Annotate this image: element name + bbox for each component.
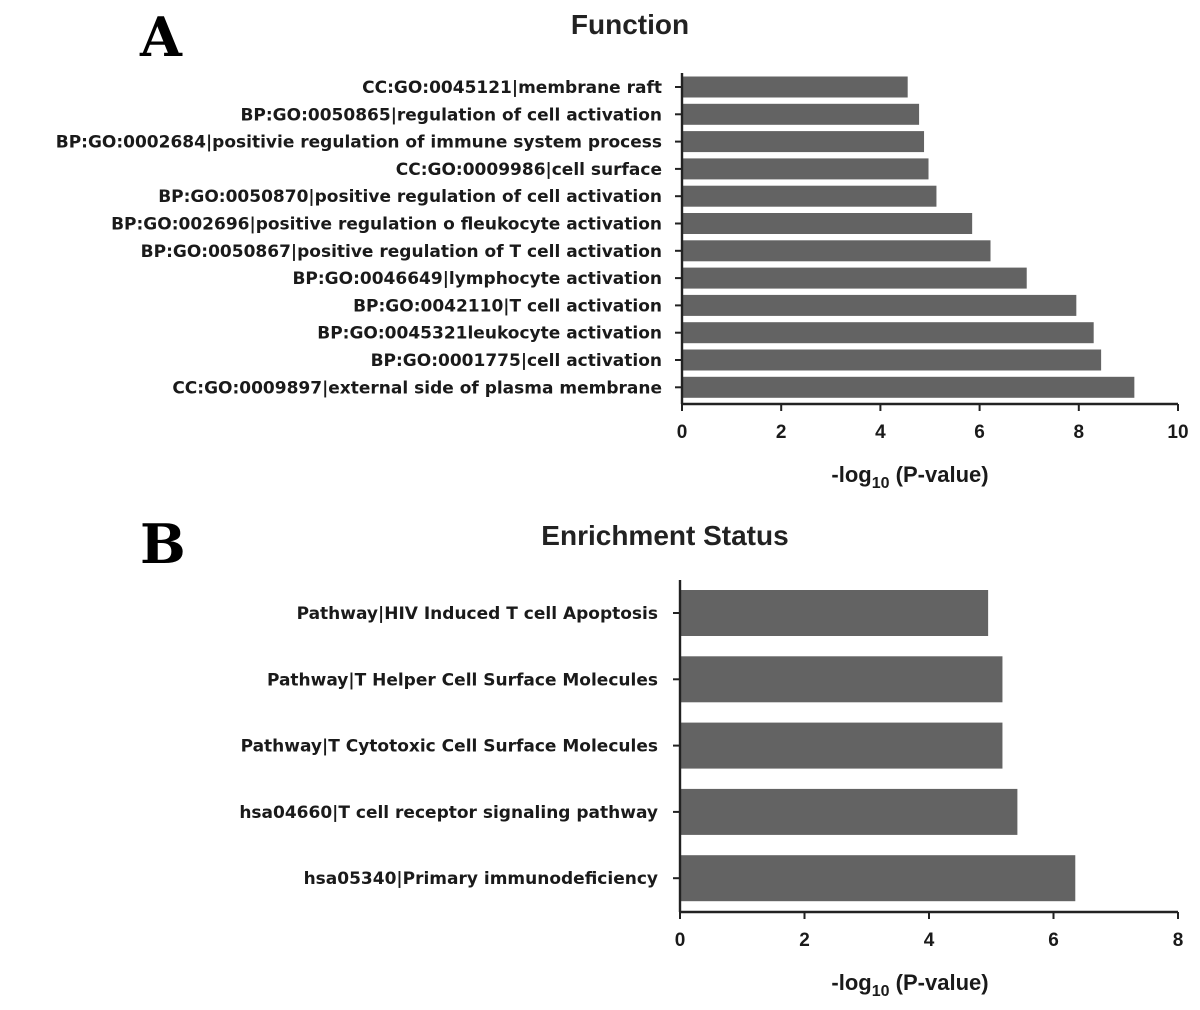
x-axis-label-b: $-\log_{10}$ (P-value) — [831, 970, 989, 1000]
category-label-b-0: Pathway|HIV Induced T cell Apoptosis — [296, 604, 658, 624]
x-axis-label-a: $-\log_{10}$ (P-value) — [831, 462, 989, 492]
panel-letter-b: B — [140, 512, 186, 576]
panel-b — [140, 512, 1183, 1000]
x-tick-label-b-3: 6 — [1048, 930, 1059, 951]
bar-a-3 — [682, 158, 929, 179]
bar-a-11 — [682, 377, 1134, 398]
category-label-a-3: CC:GO:0009986|cell surface — [395, 159, 662, 180]
x-tick-label-b-0: 0 — [674, 930, 686, 951]
bar-a-1 — [682, 104, 919, 125]
bar-a-8 — [682, 295, 1076, 316]
bars-b — [680, 590, 1075, 901]
category-label-a-10: BP:GO:0001775|cell activation — [370, 351, 662, 371]
category-label-b-1: Pathway|T Helper Cell Surface Molecules — [266, 670, 658, 691]
category-label-a-6: BP:GO:0050867|positive regulation of T cell activation — [140, 241, 662, 262]
bar-b-1 — [680, 656, 1002, 702]
bar-b-3 — [680, 789, 1017, 835]
bar-a-6 — [682, 240, 991, 261]
chart-title-a: Function — [570, 9, 690, 40]
bars-a — [682, 77, 1134, 398]
panel-letter-a: A — [140, 5, 182, 69]
chart-title-b: Enrichment Status — [541, 520, 789, 551]
category-label-b-2: Pathway|T Cytotoxic Cell Surface Molecules — [240, 736, 658, 757]
category-label-a-0: CC:GO:0045121|membrane raft — [362, 78, 662, 98]
bar-b-2 — [680, 723, 1002, 769]
x-tick-label-b-4: 8 — [1172, 930, 1184, 951]
category-label-a-9: BP:GO:0045321leukocyte activation — [317, 323, 662, 344]
panel-a — [56, 5, 1189, 492]
x-tick-label-a-1: 2 — [775, 422, 787, 443]
bar-a-4 — [682, 186, 936, 207]
category-label-a-1: BP:GO:0050865|regulation of cell activation — [240, 105, 662, 126]
category-label-a-2: BP:GO:0002684|positivie regulation of immune system process — [55, 132, 662, 153]
category-label-b-3: hsa04660|T cell receptor signaling pathway — [239, 802, 658, 823]
category-label-a-5: BP:GO:002696|positive regulation o fleukocyte activation — [111, 214, 662, 235]
category-labels-a — [56, 78, 662, 398]
category-label-a-8: BP:GO:0042110|T cell activation — [353, 296, 662, 317]
category-label-a-4: BP:GO:0050870|positive regulation of cell activation — [158, 187, 662, 208]
bar-b-0 — [680, 590, 988, 636]
bar-b-4 — [680, 855, 1075, 901]
x-tick-label-a-0: 0 — [676, 422, 688, 443]
bar-a-10 — [682, 350, 1101, 371]
x-tick-label-a-4: 8 — [1073, 422, 1085, 443]
x-tick-label-a-3: 6 — [974, 422, 985, 443]
x-tick-label-a-5: 10 — [1167, 422, 1189, 443]
category-labels-b — [239, 604, 658, 889]
x-tick-label-a-2: 4 — [875, 422, 886, 443]
bar-a-0 — [682, 77, 908, 98]
category-label-a-7: BP:GO:0046649|lymphocyte activation — [292, 269, 662, 290]
category-label-b-4: hsa05340|Primary immunodeficiency — [303, 869, 658, 890]
bar-a-5 — [682, 213, 972, 234]
bar-a-2 — [682, 131, 924, 152]
x-tick-label-b-2: 4 — [923, 930, 935, 951]
category-label-a-11: CC:GO:0009897|external side of plasma membrane — [172, 378, 662, 399]
bar-a-9 — [682, 322, 1094, 343]
bar-a-7 — [682, 268, 1027, 289]
x-tick-label-b-1: 2 — [799, 930, 810, 951]
